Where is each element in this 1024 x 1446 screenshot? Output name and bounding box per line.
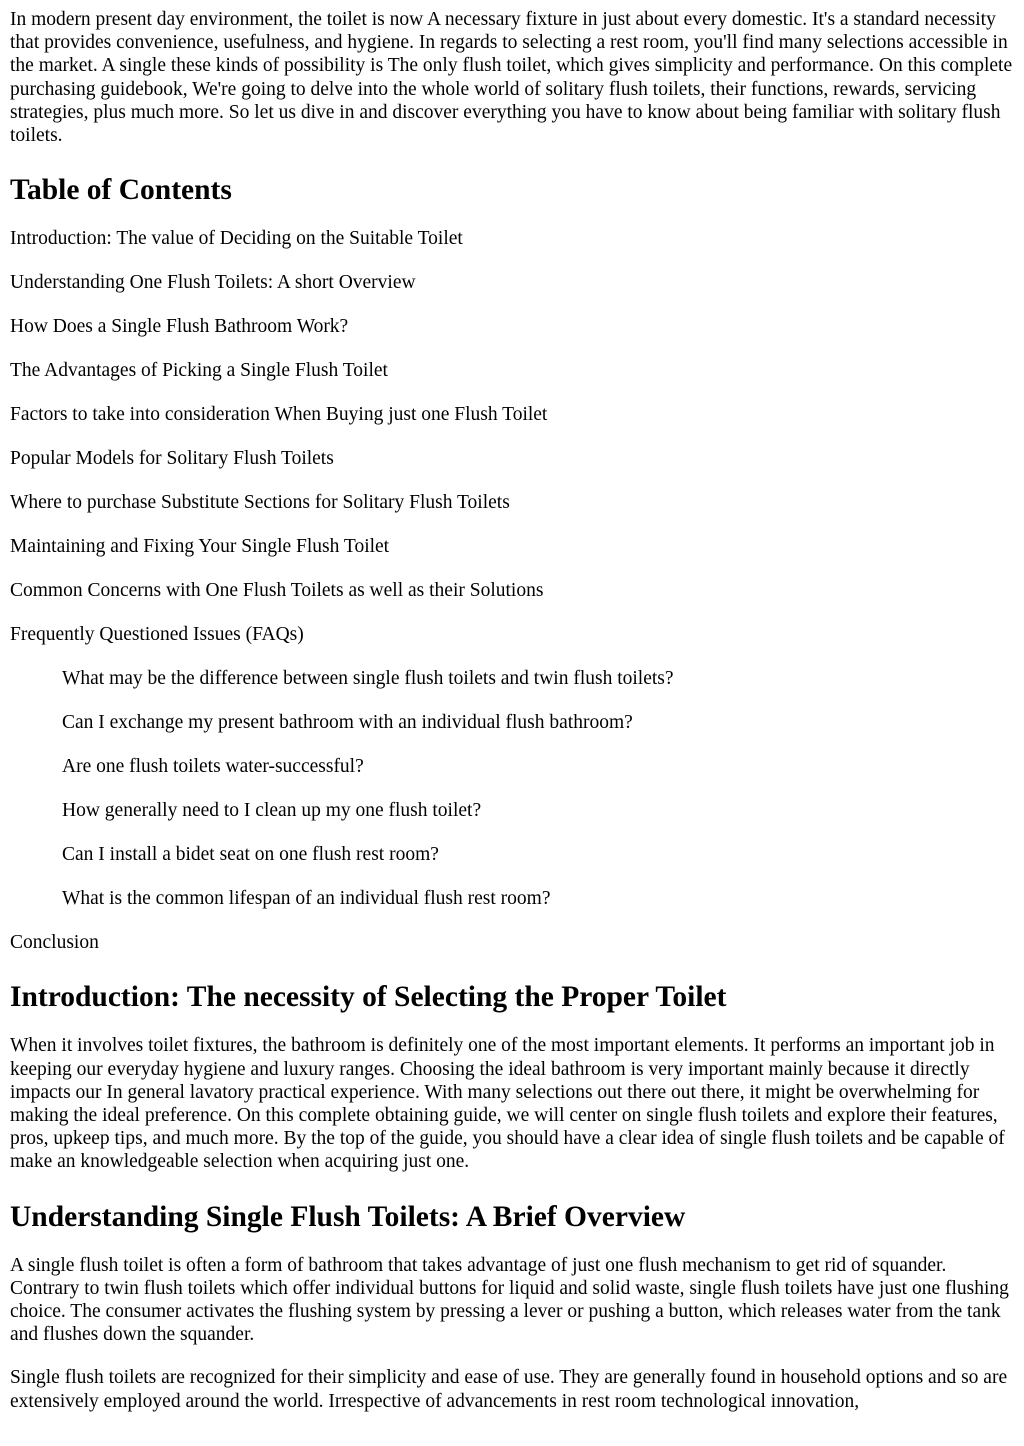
toc-item: Factors to take into consideration When Buying just one Flush Toilet xyxy=(10,404,548,426)
section-heading-understanding: Understanding Single Flush Toilets: A Brief Overview xyxy=(10,1200,686,1233)
toc-faq-item: What is the common lifespan of an individual flush rest room? xyxy=(62,888,551,910)
toc-item: Where to purchase Substitute Sections for Solitary Flush Toilets xyxy=(10,492,510,514)
section-paragraph: Single flush toilets are recognized for their simplicity and ease of use. They are generally found in household options and so are extensively employed around the world. Irrespective of advancements in rest room technological innovation, xyxy=(10,1367,1008,1412)
toc-item: Maintaining and Fixing Your Single Flush Toilet xyxy=(10,536,390,558)
toc-item: The Advantages of Picking a Single Flush Toilet xyxy=(10,360,388,382)
toc-faq-item: Can I exchange my present bathroom with an individual flush bathroom? xyxy=(62,712,633,734)
section-paragraph: A single flush toilet is often a form of bathroom that takes advantage of just one flush mechanism to get rid of squander. Contrary to twin flush toilets which offer individual buttons for liquid and solid waste, single flush toilets have just one flushing choice. The consumer activates the flushing system by pressing a lever or pushing a button, which releases water from the tank and flushes down the squander. xyxy=(10,1254,1009,1346)
toc-faq-item: Can I install a bidet seat on one flush rest room? xyxy=(62,844,439,866)
toc-item: Introduction: The value of Deciding on the Suitable Toilet xyxy=(10,228,463,250)
section-paragraph: When it involves toilet fixtures, the bathroom is definitely one of the most important elements. It performs an important job in keeping our everyday hygiene and luxury ranges. Choosing the ideal bathroom is very important mainly because it directly impacts our In general lavatory practical experience. With many selections out there out there, it might be overwhelming for making the ideal preference. On this complete obtaining guide, we will center on single flush toilets and explore their features, pros, upkeep tips, and much more. By the top of the guide, you should have a clear idea of single flush toilets and be capable of make an knowledgeable selection when acquiring just one. xyxy=(10,1035,1005,1173)
toc-heading: Table of Contents xyxy=(10,174,232,207)
toc-item-conclusion: Conclusion xyxy=(10,932,99,954)
toc-faq-item: Are one flush toilets water-successful? xyxy=(62,756,364,778)
toc-item: Understanding One Flush Toilets: A short Overview xyxy=(10,272,416,294)
intro-paragraph: In modern present day environment, the toilet is now A necessary fixture in just about every domestic. It's a standard necessity that provides convenience, usefulness, and hygiene. In regards to selecting a rest room, you'll find many selections accessible in the market. A single these kinds of possibility is The only flush toilet, which gives simplicity and performance. On this complete purchasing guidebook, We're going to delve into the whole world of solitary flush toilets, their functions, rewards, servicing strategies, plus much more. So let us dive in and discover everything you have to know about being familiar with solitary flush toilets. xyxy=(10,9,1013,147)
section-heading-introduction: Introduction: The necessity of Selecting the Proper Toilet xyxy=(10,981,727,1014)
toc-faq-item: How generally need to I clean up my one flush toilet? xyxy=(62,800,482,822)
toc-item: Frequently Questioned Issues (FAQs) xyxy=(10,624,304,646)
toc-list xyxy=(10,227,1014,954)
toc-item: Common Concerns with One Flush Toilets as well as their Solutions xyxy=(10,580,544,602)
toc-item: Popular Models for Solitary Flush Toilets xyxy=(10,448,334,470)
toc-faq-item: What may be the difference between single flush toilets and twin flush toilets? xyxy=(62,668,674,690)
toc-item: How Does a Single Flush Bathroom Work? xyxy=(10,316,349,338)
